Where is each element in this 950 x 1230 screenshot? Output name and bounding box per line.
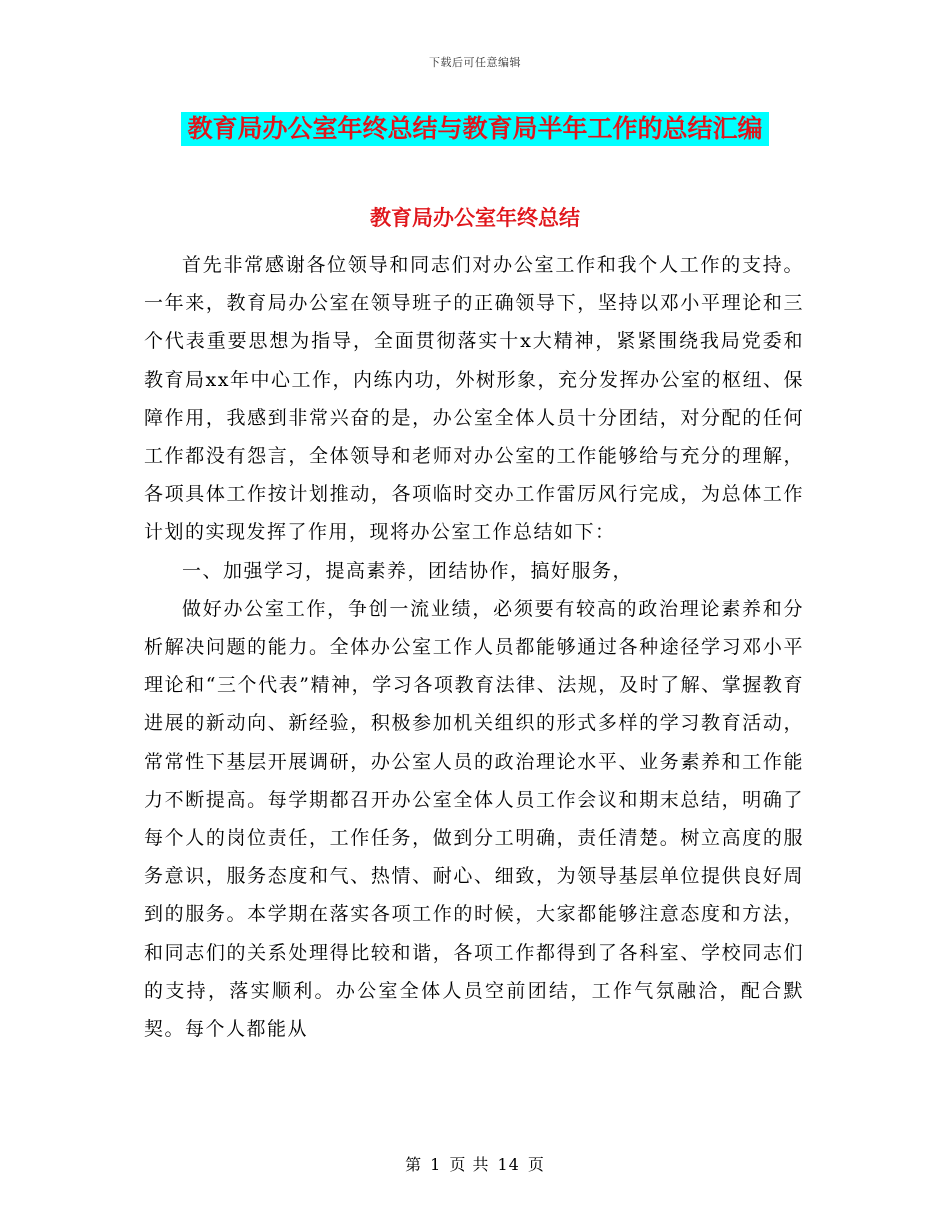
paragraph: 做好办公室工作，争创一流业绩，必须要有较高的政治理论素养和分析解决问题的能力。全体办公室工作人员都能够通过各种途径学习邓小平理论和“三个代表”精神，学习各项教育法律、法规，及时了解、掌握教育进展的新动向、新经验，积极参加机关组织的形式多样的学习教育活动，常常性下基层开展调研，办公室人员的政治理论水平、业务素养和工作能力不断提高。每学期都召开办公室全体人员工作会议和期末总结，明确了每个人的岗位责任，工作任务，做到分工明确，责任清楚。树立高度的服务意识，服务态度和气、热情、耐心、细致，为领导基层单位提供良好周到的服务。本学期在落实各项工作的时候，大家都能够注意态度和方法，和同志们的关系处理得比较和谐，各项工作都得到了各科室、学校同志们的支持，落实顺利。办公室全体人员空前团结，工作气氛融洽，配合默契。每个人都能从 <box>144 597 804 1041</box>
main-title: 教育局办公室年终总结与教育局半年工作的总结汇编 <box>181 112 768 146</box>
main-title-container <box>0 112 950 146</box>
section-title: 教育局办公室年终总结 <box>370 206 580 230</box>
footer-prefix: 第 <box>405 1155 423 1174</box>
page-number: 1 <box>430 1155 442 1174</box>
body-text <box>144 246 804 1048</box>
header-note: 下载后可任意编辑 <box>429 56 521 69</box>
total-pages: 14 <box>497 1155 520 1174</box>
page-footer <box>0 1152 950 1175</box>
footer-middle: 页 共 <box>449 1155 490 1174</box>
paragraph: 一、加强学习，提高素养，团结协作，搞好服务， <box>182 559 634 582</box>
paragraph: 首先非常感谢各位领导和同志们对办公室工作和我个人工作的支持。一年来，教育局办公室在领导班子的正确领导下，坚持以邓小平理论和三个代表重要思想为指导，全面贯彻落实十x大精神，紧紧围绕我局党委和教育局xx年中心工作，内练内功，外树形象，充分发挥办公室的枢纽、保障作用，我感到非常兴奋的是，办公室全体人员十分团结，对分配的任何工作都没有怨言，全体领导和老师对办公室的工作能够给与充分的理解，各项具体工作按计划推动，各项临时交办工作雷厉风行完成，为总体工作计划的实现发挥了作用，现将办公室工作总结如下： <box>144 254 804 544</box>
footer-suffix: 页 <box>527 1155 545 1174</box>
